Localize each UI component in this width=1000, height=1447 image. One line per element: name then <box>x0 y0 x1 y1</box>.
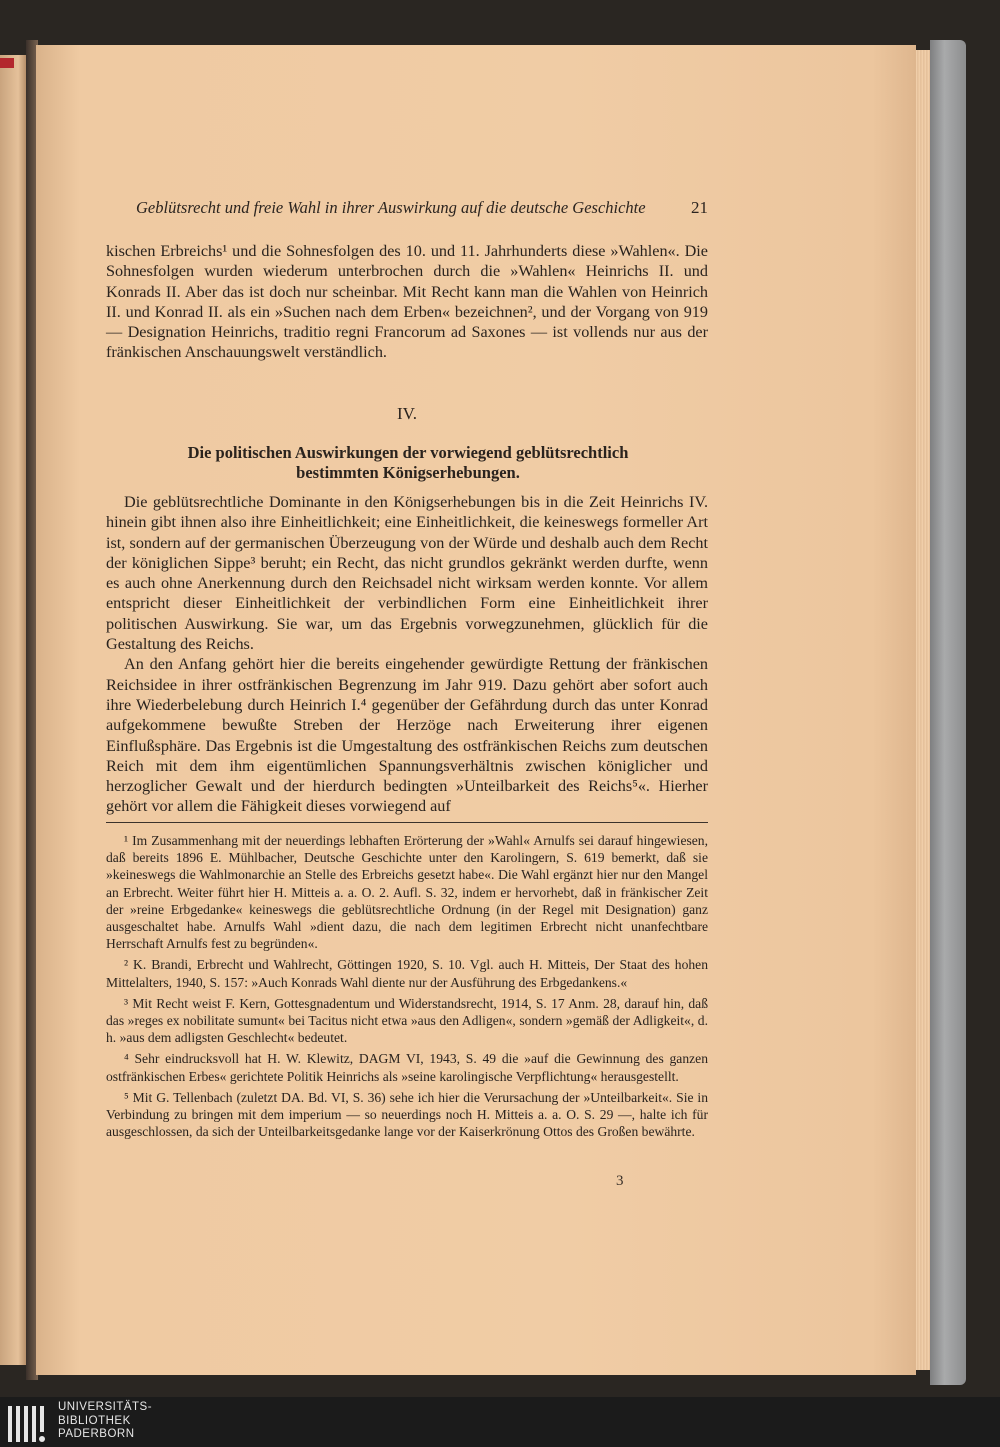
sheet-signature-number: 3 <box>616 1173 624 1189</box>
library-name <box>58 1401 152 1442</box>
footnote-3: ³ Mit Recht weist F. Kern, Gottesgnadentum und Widerstandsrecht, 1914, S. 17 Anm. 28, darauf hin, daß das »reges ex nobilitate sumunt« bei Tacitus nicht etwa »aus den Adligen«, sondern »gemäß der Adligkeit«, d. h. »aus dem adligsten Geschlecht« bedeutet. <box>106 995 708 1046</box>
footnote-1: ¹ Im Zusammenhang mit der neuerdings lebhaften Erörterung der »Wahl« Arnulfs sei darauf hingewiesen, daß bereits 1896 E. Mühlbacher, Deutsche Geschichte unter den Karolingern, S. 619 bemerkt, daß sie »keineswegs die Wahlmonarchie an Stelle des Erbreichs gesetzt habe«. Die Wahl ergänzt hier nur den Mangel an Erbrecht. Weiter führt hier H. Mitteis a. a. O. 2. Aufl. S. 32, indem er hervorhebt, daß in fränkischer Zeit der »reine Erbgedanke« keineswegs die geblütsrechtliche Ordnung (in der Regel mit Designation) ganz ausgeschaltet habe. Arnulfs Wahl »dient dazu, die nach dem legitimen Erbrecht nicht unanfechtbare Herrschaft Arnulfs fest zu begründen«. <box>106 833 708 952</box>
section-title-line-1: Die politischen Auswirkungen der vorwiegend geblütsrechtlich <box>187 443 629 462</box>
running-head-title: Geblütsrecht und freie Wahl in ihrer Auswirkung auf die deutsche Geschichte <box>136 198 646 217</box>
page-number: 21 <box>691 198 708 217</box>
body-paragraph-1: Die geblütsrechtliche Dominante in den Königserhebungen bis in die Zeit Heinrichs IV. hinein gibt ihnen also ihre Einheitlichkeit; eine Einheitlichkeit, die keineswegs formeller Art ist, sondern auf der germanischen Überzeugung von der Würde und deshalb auch dem Recht der königlichen Sippe³ beruht; ein Recht, das nicht grundlos gekränkt werden durfte, wenn es auch ohne Anerkennung durch den Reichsadel nicht wirksam werden konnte. Vor allem entspricht dieser Einheitlichkeit der verbindlichen Form eine Einheitlichkeit ihrer politischen Auswirkung. Sie war, um das Ergebnis vorwegzunehmen, glücklich für die Gestaltung des Reichs. <box>106 493 708 654</box>
library-name-line-3: PADERBORN <box>58 1428 135 1440</box>
book-cover-edge <box>930 40 966 1385</box>
footnote-rule <box>106 822 708 823</box>
body-paragraph-2: An den Anfang gehört hier die bereits eingehender gewürdigte Rettung der fränkischen Reichsidee in ihrer ostfränkischen Begrenzung im Jahr 919. Dazu gehört aber sofort auch ihre Wiederbelebung durch Heinrich I.⁴ gegenüber der Gefährdung durch das unter Konrad aufgekommene bewußte Streben der Herzöge nach Erweiterung ihrer eigenen Einflußsphäre. Das Ergebnis ist die Umgestaltung des ostfränkischen Reichs zum deutschen Reich mit dem ihm eigentümlichen Spannungsverhältnis zwischen königlicher und herzoglicher Gewalt und der hierdurch bedingten »Unteilbarkeit des Reichs⁵«. Hierher gehört vor allem die Fähigkeit dieses vorwiegend auf <box>106 655 708 816</box>
paragraph-top-text: kischen Erbreichs¹ und die Sohnesfolgen des 10. und 11. Jahrhunderts diese »Wahlen«. Die Sohnesfolgen wurden wiederum unterbrochen durch die »Wahlen« Heinrichs II. und Konrads II. Aber das ist doch nur scheinbar. Mit Recht kann man die Wahlen von Heinrich II. und Konrad II. als ein »Suchen nach dem Erben« bezeichnen², und der Vorgang von 919 — Designation Heinrichs, traditio regni Francorum ad Saxones — ist vollends nur aus der fränkischen Anschauungswelt verständlich. <box>106 242 708 362</box>
library-footer <box>0 1397 1000 1447</box>
footnote-5: ⁵ Mit G. Tellenbach (zuletzt DA. Bd. VI, S. 36) sehe ich hier die Verursachung der »Unteilbarkeit«. Sie in Verbindung zu bringen mit dem imperium — so neuerdings noch H. Mitteis a. a. O. S. 29 —, halte ich für ausgeschlossen, da sich der Unteilbarkeitsgedanke lange vor der Kaiserkrönung Ottos des Großen bewährte. <box>106 1089 708 1140</box>
library-name-line-2: BIBLIOTHEK <box>58 1414 131 1427</box>
section-title <box>130 443 686 483</box>
library-logo-icon <box>6 1404 50 1444</box>
left-page-red-mark <box>0 58 14 68</box>
paragraph-top <box>106 241 708 363</box>
footnotes <box>106 832 708 1144</box>
section-title-line-2: bestimmten Königserhebungen. <box>296 463 520 482</box>
footnote-4: ⁴ Sehr eindrucksvoll hat H. W. Klewitz, DAGM VI, 1943, S. 49 die »auf die Gewinnung des ganzen ostfränkischen Erbes« gerichtete Politik Heinrichs als »seine karolingische Verpflichtung« herausgestellt. <box>106 1051 708 1084</box>
running-head <box>136 198 708 218</box>
footnote-2: ² K. Brandi, Erbrecht und Wahlrecht, Göttingen 1920, S. 10. Vgl. auch H. Mitteis, Der Staat des hohen Mittelalters, 1940, S. 157: »Auch Konrads Wahl diente nur der Ausführung des Erbgedankens.« <box>106 957 708 990</box>
left-page-edge <box>0 55 26 1365</box>
section-number: IV. <box>397 404 417 423</box>
library-name-line-1: UNIVERSITÄTS- <box>58 1401 153 1413</box>
body-text <box>106 492 708 817</box>
